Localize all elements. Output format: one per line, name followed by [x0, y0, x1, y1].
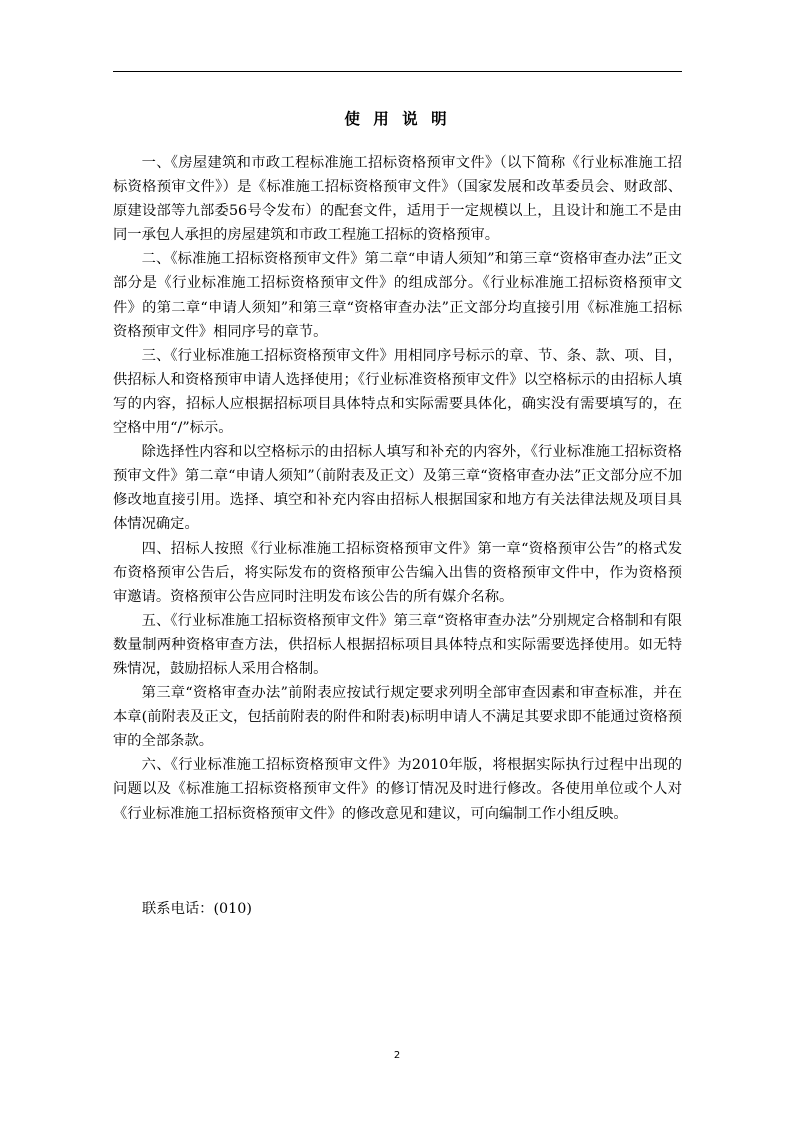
paragraph-5: 四、招标人按照《行业标准施工招标资格预审文件》第一章“资格预审公告”的格式发布资格预审公告后，将实际发布的资格预审公告编入出售的资格预审文件中，作为资格预审邀请。资格预审公告应同时注明发布该公告的所有媒介名称。 [113, 540, 682, 605]
paragraph-3: 三、《行业标准施工招标资格预审文件》用相同序号标示的章、节、条、款、项、目，供招标人和资格预审申请人选择使用；《行业标准资格预审文件》以空格标示的由招标人填写的内容，招标人应根据招标项目具体特点和实际需要具体化，确实没有需要填写的，在空格中用“/”标示。 [113, 347, 682, 437]
paragraph-8: 六、《行业标准施工招标资格预审文件》为2010年版，将根据实际执行过程中出现的问题以及《标准施工招标资格预审文件》的修订情况及时进行修改。各使用单位或个人对《行业标准施工招标资格预审文件》的修改意见和建议，可向编制工作小组反映。 [113, 757, 682, 822]
page-number: 2 [393, 1050, 401, 1061]
document-body [113, 151, 682, 826]
page-title: 使 用 说 明 [344, 110, 451, 128]
paragraph-7: 第三章“资格审查办法”前附表应按试行规定要求列明全部审查因素和审查标准，并在本章(前附表及正文，包括前附表的附件和附表)标明申请人不满足其要求即不能通过资格预审的全部条款。 [113, 685, 682, 750]
paragraph-6: 五、《行业标准施工招标资格预审文件》第三章“资格审查办法”分别规定合格制和有限数量制两种资格审查方法，供招标人根据招标项目具体特点和实际需要选择使用。如无特殊情况，鼓励招标人采用合格制。 [113, 612, 682, 677]
paragraph-4: 除选择性内容和以空格标示的由招标人填写和补充的内容外，《行业标准施工招标资格预审文件》第二章“申请人须知”（前附表及正文）及第三章“资格审查办法”正文部分应不加修改地直接引用。选择、填空和补充内容由招标人根据国家和地方有关法律法规及项目具体情况确定。 [113, 444, 682, 533]
contact-phone: 联系电话：(010) [142, 901, 252, 917]
paragraph-2: 二、《标准施工招标资格预审文件》第二章“申请人须知”和第三章“资格审查办法”正文部分是《行业标准施工招标资格预审文件》的组成部分。《行业标准施工招标资格预审文件》的第二章“申请人须知”和第三章“资格审查办法”正文部分均直接引用《标准施工招标资格预审文件》相同序号的章节。 [113, 251, 682, 340]
paragraph-1: 一、《房屋建筑和市政工程标准施工招标资格预审文件》（以下简称《行业标准施工招标资格预审文件》）是《标准施工招标资格预审文件》（国家发展和改革委员会、财政部、原建设部等九部委56号令发布）的配套文件，适用于一定规模以上，且设计和施工不是由同一承包人承担的房屋建筑和市政工程施工招标的资格预审。 [113, 155, 682, 244]
header-rule [113, 71, 682, 72]
